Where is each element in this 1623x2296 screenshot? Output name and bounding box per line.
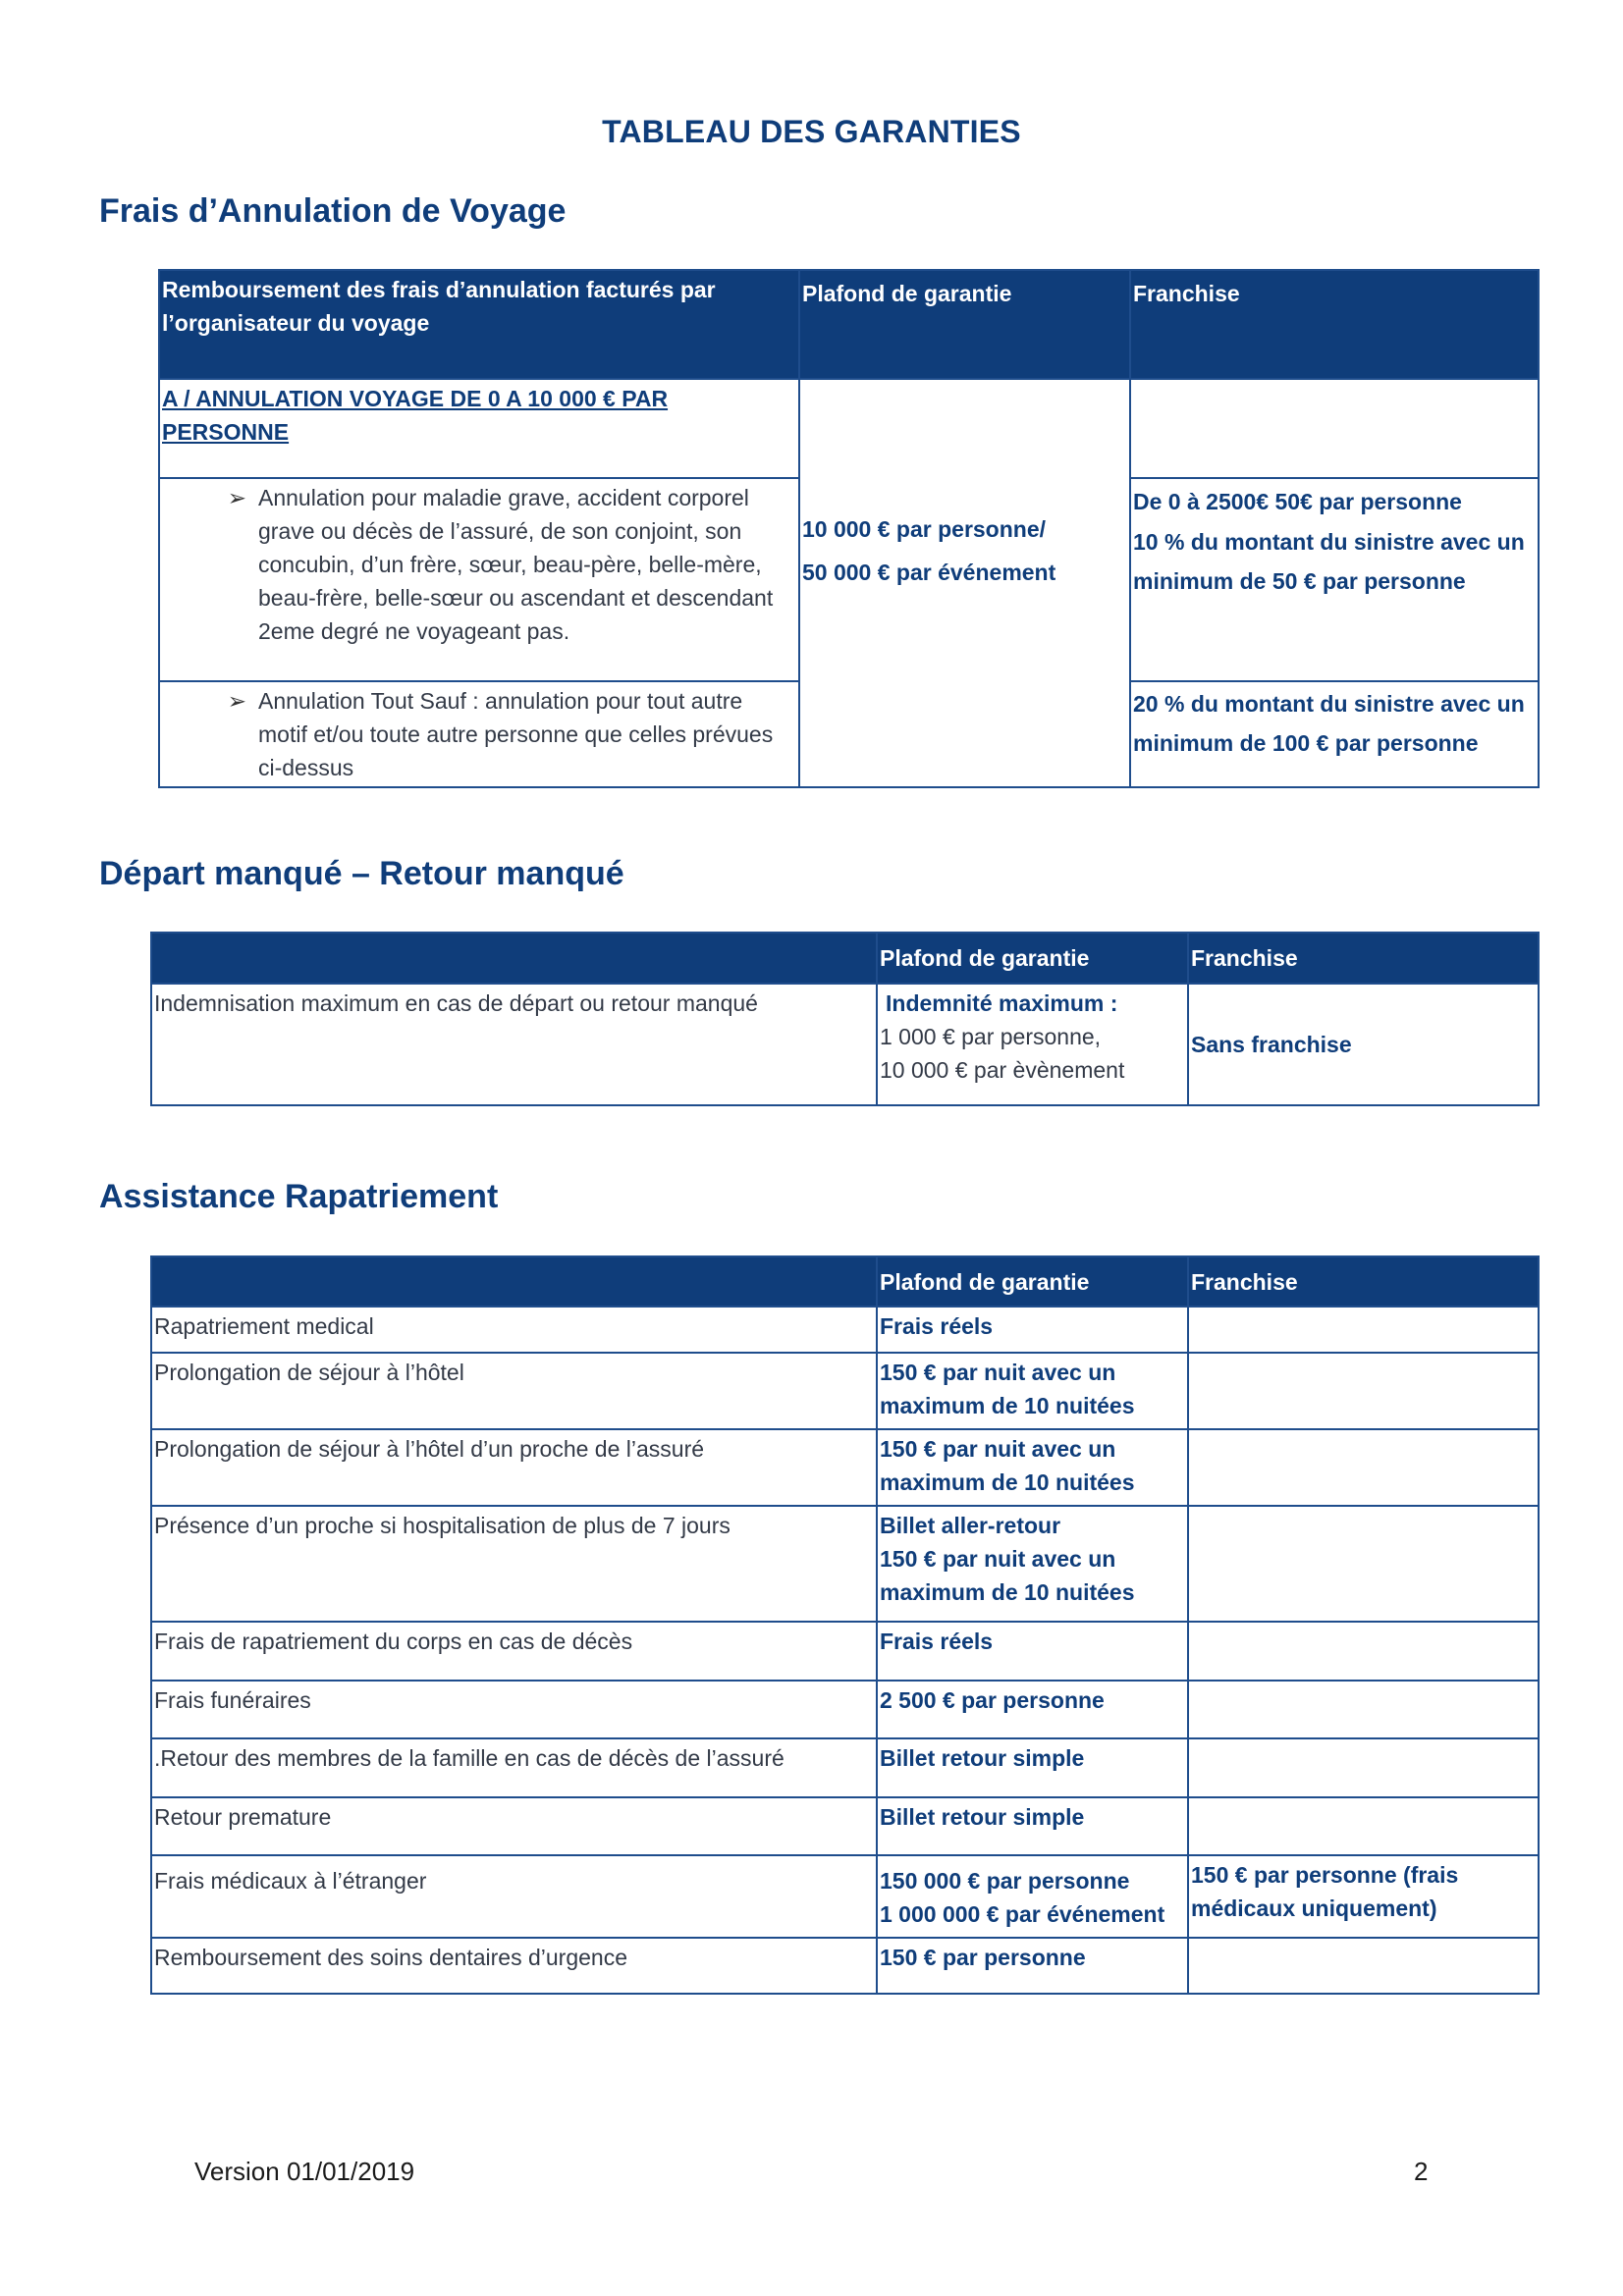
plafond-line: maximum de 10 nuitées [880,1469,1135,1495]
assistance-header-col3: Franchise [1188,1256,1539,1307]
annulation-row-text: Annulation Tout Sauf : annulation pour tout autre motif et/ou toute autre personne que celles prévues ci-dessus [258,688,774,780]
assistance-row-franchise [1188,1622,1539,1681]
assistance-row-plafond [877,1622,1188,1681]
depart-row-franchise: Sans franchise [1188,984,1539,1105]
assistance-row [151,1938,1539,1994]
assistance-row-franchise [1188,1681,1539,1738]
plafond-line: Billet retour simple [880,1804,1085,1830]
assistance-row-plafond [877,1938,1188,1994]
assistance-table [150,1255,1540,1995]
assistance-row-plafond [877,1738,1188,1797]
assistance-row-franchise [1188,1855,1539,1938]
assistance-row-label: Frais funéraires [151,1681,877,1738]
annulation-header-col1: Remboursement des frais d’annulation facturés par l’organisateur du voyage [159,270,799,379]
arrow-bullet-icon: ➢ [227,485,246,510]
assistance-row [151,1855,1539,1938]
assistance-row-franchise [1188,1506,1539,1622]
annulation-franchise-empty [1130,379,1539,478]
annulation-row-text: Annulation pour maladie grave, accident corporel grave ou décès de l’assuré, de son conjoint, son concubin, d’un frère, sœur, beau-père, belle-mère, beau-frère, belle-sœur ou ascendant et descendant 2eme degré ne voyageant pas. [258,485,774,644]
annulation-row-franchise [1130,478,1539,681]
assistance-row [151,1429,1539,1506]
assistance-row-plafond [877,1429,1188,1506]
plafond-line: Frais réels [880,1313,994,1339]
franchise-line: 150 € par personne (frais [1191,1862,1459,1888]
assistance-row-franchise [1188,1738,1539,1797]
annulation-table [158,269,1540,788]
assistance-row-label: Frais médicaux à l’étranger [151,1855,877,1938]
assistance-row-label: Présence d’un proche si hospitalisation de plus de 7 jours [151,1506,877,1622]
section-title-annulation: Frais d’Annulation de Voyage [99,192,567,230]
assistance-row-plafond [877,1353,1188,1429]
assistance-row-label: Frais de rapatriement du corps en cas de décès [151,1622,877,1681]
franchise-line: 20 % du montant du sinistre avec un minimum de 100 € par personne [1133,691,1525,756]
assistance-row-label: Remboursement des soins dentaires d’urgence [151,1938,877,1994]
assistance-row [151,1353,1539,1429]
annulation-subheading: A / ANNULATION VOYAGE DE 0 A 10 000 € PAR PERSONNE [159,379,799,478]
arrow-bullet-icon: ➢ [227,688,246,714]
assistance-row-label: Rapatriement medical [151,1307,877,1353]
depart-header-row [151,933,1539,984]
plafond-line: Billet retour simple [880,1745,1085,1771]
assistance-row-franchise [1188,1938,1539,1994]
plafond-line: 150 000 € par personne [880,1868,1130,1894]
plafond-line: 150 € par nuit avec un [880,1546,1116,1572]
plafond-line: 150 € par personne [880,1945,1086,1970]
depart-plafond-bold: Indemnité maximum : [886,990,1118,1016]
assistance-row-label: Prolongation de séjour à l’hôtel [151,1353,877,1429]
footer-page-number: 2 [1414,2157,1429,2186]
annulation-subheading-row [159,379,1539,478]
assistance-header-col2: Plafond de garantie [877,1256,1188,1307]
plafond-line: maximum de 10 nuitées [880,1579,1135,1605]
annulation-header-col3: Franchise [1130,270,1539,379]
annulation-plafond-cell [799,379,1130,787]
footer-version: Version 01/01/2019 [194,2157,415,2186]
assistance-row-plafond [877,1681,1188,1738]
assistance-header-col1 [151,1256,877,1307]
annulation-header-row [159,270,1539,379]
assistance-row-plafond [877,1506,1188,1622]
plafond-line: 1 000 000 € par événement [880,1901,1165,1927]
assistance-row-label: Retour premature [151,1797,877,1855]
assistance-row [151,1506,1539,1622]
assistance-row-franchise [1188,1353,1539,1429]
annulation-row-label [159,478,799,681]
section-title-assistance: Assistance Rapatriement [99,1178,499,1215]
assistance-row [151,1797,1539,1855]
franchise-line: médicaux uniquement) [1191,1896,1437,1921]
plafond-line: 2 500 € par personne [880,1687,1105,1713]
depart-header-col1 [151,933,877,984]
assistance-row-franchise [1188,1429,1539,1506]
depart-header-col2: Plafond de garantie [877,933,1188,984]
section-title-depart: Départ manqué – Retour manqué [99,855,624,892]
assistance-row-plafond [877,1855,1188,1938]
annulation-row-label [159,681,799,787]
page-title: TABLEAU DES GARANTIES [602,114,1021,149]
assistance-row [151,1738,1539,1797]
assistance-row-franchise [1188,1797,1539,1855]
plafond-line: Billet aller-retour [880,1513,1061,1538]
plafond-line: 150 € par nuit avec un [880,1436,1116,1462]
depart-table [150,932,1540,1106]
assistance-header-row [151,1256,1539,1307]
plafond-line: 150 € par nuit avec un [880,1360,1116,1385]
assistance-row-plafond [877,1797,1188,1855]
annulation-row-franchise [1130,681,1539,787]
assistance-row-plafond [877,1307,1188,1353]
depart-header-col3: Franchise [1188,933,1539,984]
plafond-line: Frais réels [880,1629,994,1654]
annulation-plafond-line2: 50 000 € par événement [802,560,1056,585]
franchise-line: De 0 à 2500€ 50€ par personne [1133,489,1462,514]
assistance-row [151,1681,1539,1738]
assistance-row [151,1622,1539,1681]
annulation-plafond-line1: 10 000 € par personne/ [802,516,1047,542]
assistance-row-franchise [1188,1307,1539,1353]
franchise-line: 10 % du montant du sinistre avec un minimum de 50 € par personne [1133,529,1525,594]
depart-row-plafond [877,984,1188,1105]
assistance-row-label: Prolongation de séjour à l’hôtel d’un proche de l’assuré [151,1429,877,1506]
assistance-row-label: .Retour des membres de la famille en cas de décès de l’assuré [151,1738,877,1797]
annulation-header-col2: Plafond de garantie [799,270,1130,379]
depart-plafond-line: 10 000 € par èvènement [880,1057,1125,1083]
depart-plafond-line: 1 000 € par personne, [880,1024,1102,1049]
depart-row-label: Indemnisation maximum en cas de départ ou retour manqué [151,984,877,1105]
assistance-row [151,1307,1539,1353]
depart-row [151,984,1539,1105]
plafond-line: maximum de 10 nuitées [880,1393,1135,1418]
